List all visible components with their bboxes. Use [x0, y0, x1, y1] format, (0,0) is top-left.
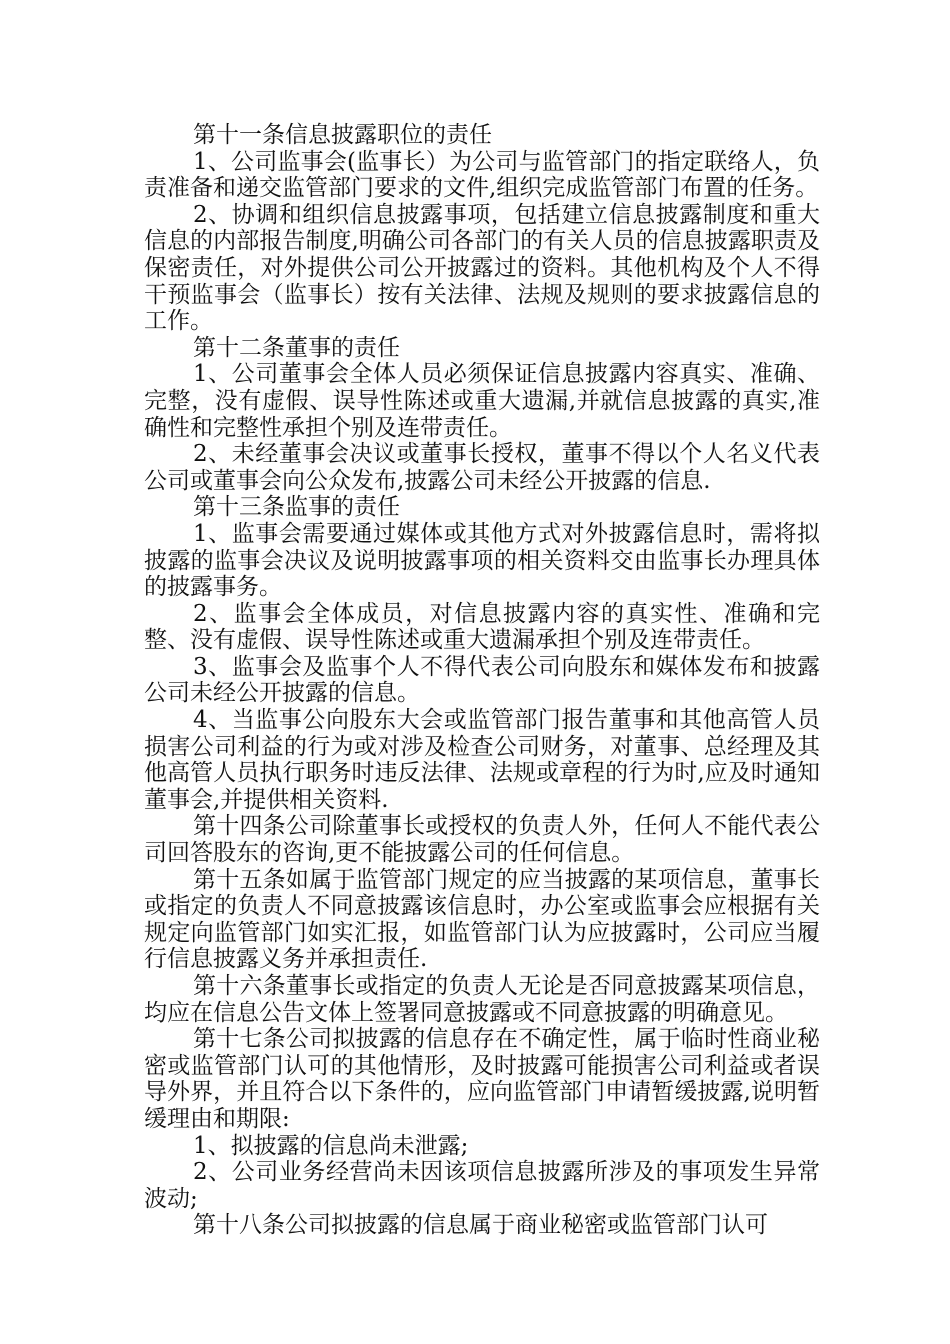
article-18: 第十八条公司拟披露的信息属于商业秘密或监管部门认可	[193, 1212, 768, 1239]
paragraph: 2、公司业务经营尚未因该项信息披露所涉及的事项发生异常波动;	[144, 1159, 820, 1212]
paragraph: 3、监事会及监事个人不得代表公司向股东和媒体发布和披露公司未经公开披露的信息。	[144, 653, 820, 707]
heading-article-11: 第十一条信息披露职位的责任	[193, 122, 492, 148]
article-14: 第十四条公司除董事长或授权的负责人外，任何人不能代表公司回答股东的咨询,更不能披露公司的任何信息。	[144, 813, 820, 867]
article-17: 第十七条公司拟披露的信息存在不确定性，属于临时性商业秘密或监管部门认可的其他情形，及时披露可能损害公司利益或者误导外界，并且符合以下条件的，应向监管部门申请暂缓披露,说明暂缓理由和期限:	[144, 1026, 820, 1132]
paragraph: 4、当监事公向股东大会或监管部门报告董事和其他高管人员损害公司利益的行为或对涉及检查公司财务，对董事、总经理及其他高管人员执行职务时违反法律、法规或章程的行为时,应及时通知董事会,并提供相关资料.	[144, 707, 820, 813]
heading-article-13: 第十三条监事的责任	[193, 494, 400, 521]
paragraph: 1、公司董事会全体人员必须保证信息披露内容真实、准确、完整，没有虚假、误导性陈述或重大遗漏,并就信息披露的真实,准确性和完整性承担个别及连带责任。	[144, 361, 820, 441]
article-15: 第十五条如属于监管部门规定的应当披露的某项信息，董事长或指定的负责人不同意披露该信息时，办公室或监事会应根据有关规定向监管部门如实汇报，如监管部门认为应披露时，公司应当履行信息披露义务并承担责任.	[144, 866, 820, 973]
paragraph: 1、监事会需要通过媒体或其他方式对外披露信息时，需将拟披露的监事会决议及说明披露事项的相关资料交由监事长办理具体的披露事务。	[144, 520, 820, 601]
paragraph: 2、未经董事会决议或董事长授权，董事不得以个人名义代表公司或董事会向公众发布,披露公司未经公开披露的信息.	[144, 441, 820, 494]
document-body	[144, 122, 820, 1239]
paragraph: 1、拟披露的信息尚未泄露;	[193, 1132, 469, 1159]
paragraph: 2、协调和组织信息披露事项，包括建立信息披露制度和重大信息的内部报告制度,明确公司各部门的有关人员的信息披露职责及保密责任，对外提供公司公开披露过的资料。其他机构及个人不得干预监事会（监事长）按有关法律、法规及规则的要求披露信息的工作。	[144, 201, 820, 335]
heading-article-12: 第十二条董事的责任	[193, 334, 400, 361]
paragraph: 2、监事会全体成员，对信息披露内容的真实性、准确和完整、没有虚假、误导性陈述或重大遗漏承担个别及连带责任。	[144, 600, 820, 654]
paragraph: 1、公司监事会(监事长）为公司与监管部门的指定联络人，负责准备和递交监管部门要求的文件,组织完成监管部门布置的任务。	[144, 148, 820, 202]
article-16: 第十六条董事长或指定的负责人无论是否同意披露某项信息，均应在信息公告文体上签署同意披露或不同意披露的明确意见。	[144, 973, 820, 1026]
